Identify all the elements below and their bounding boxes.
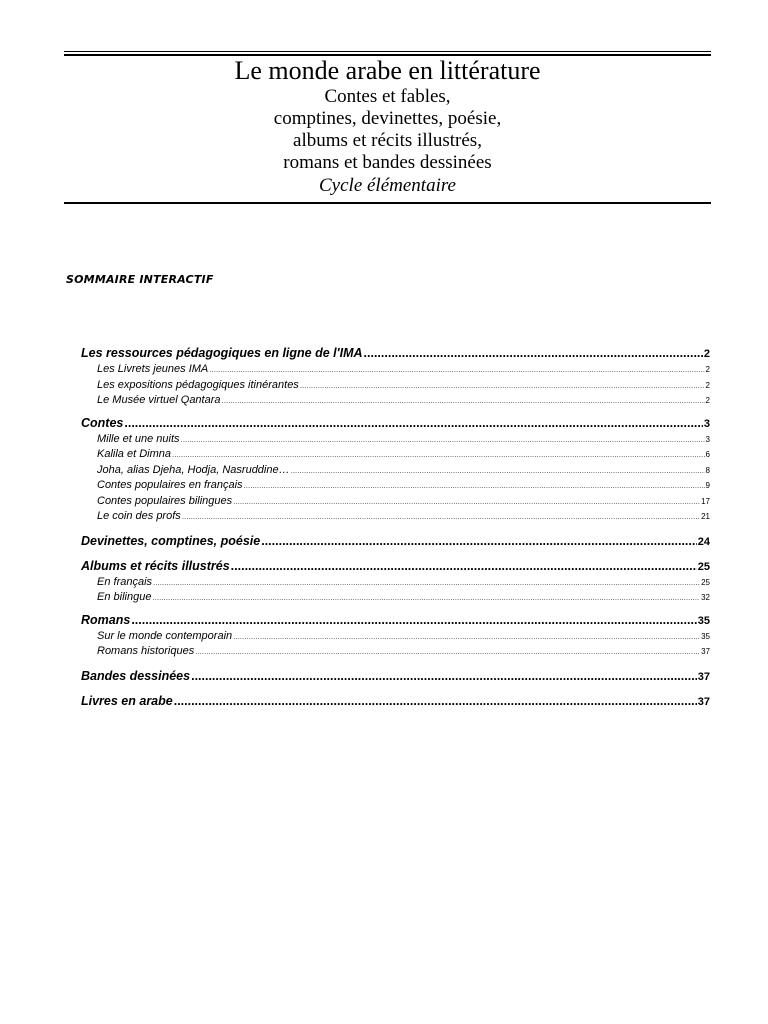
toc-leader (182, 509, 700, 525)
toc-page: 35 (701, 631, 710, 641)
toc-entry-kalila[interactable] (81, 447, 710, 463)
toc-entry-albums-bilingue[interactable] (81, 590, 710, 606)
document-header (64, 56, 711, 198)
toc-entry-musee[interactable] (81, 393, 710, 409)
toc-page: 17 (701, 496, 710, 506)
toc-entry-ressources[interactable] (81, 345, 710, 362)
toc-entry-albums[interactable] (81, 558, 710, 575)
toc-label: Le Musée virtuel Qantara (97, 394, 221, 406)
toc-leader (152, 590, 700, 606)
toc-label: Les Livrets jeunes IMA (97, 363, 209, 375)
toc-label: Contes populaires bilingues (97, 494, 233, 507)
toc-entry-livrets[interactable] (81, 362, 710, 378)
toc-label: Sur le monde contemporain (97, 629, 233, 642)
toc-page: 2 (705, 365, 710, 374)
toc-leader (233, 629, 700, 645)
toc-page: 2 (705, 380, 710, 390)
toc-leader (209, 362, 704, 378)
toc-leader (195, 644, 700, 660)
toc-leader (153, 575, 700, 591)
toc-entry-joha[interactable] (81, 463, 710, 479)
toc-leader (181, 432, 705, 448)
subtitle-line-3: albums et récits illustrés, (293, 130, 482, 151)
toc-label: Joha, alias Djeha, Hodja, Nasruddine… (97, 463, 290, 476)
toc-entry-contes[interactable] (81, 415, 710, 432)
toc-entry-romans-historiques[interactable] (81, 644, 710, 660)
toc-entry-mille-nuits[interactable] (81, 432, 710, 448)
toc-leader (124, 415, 703, 432)
toc-label: Romans (81, 612, 131, 627)
toc-label: Livres en arabe (81, 693, 173, 708)
toc-page: 21 (701, 512, 710, 521)
toc-label: Devinettes, comptines, poésie (81, 533, 261, 548)
header-rule-top (64, 51, 711, 52)
toc-page: 37 (697, 695, 710, 708)
subtitle-line-2: comptines, devinettes, poésie, (273, 108, 502, 129)
toc-page: 37 (701, 647, 710, 656)
toc-page: 25 (697, 560, 710, 573)
toc-page: 3 (703, 417, 710, 430)
toc-leader (364, 345, 703, 362)
header-rule-bottom (64, 202, 711, 204)
toc-page: 35 (697, 614, 710, 627)
toc-page: 9 (705, 481, 710, 490)
toc-entry-monde-contemporain[interactable] (81, 629, 710, 645)
subtitle-line-1: Contes et fables, (324, 86, 451, 107)
toc-entry-contes-francais[interactable] (81, 478, 710, 494)
toc-entry-bandes-dessinees[interactable] (81, 668, 710, 685)
toc-leader (172, 447, 705, 463)
toc-entry-contes-bilingues[interactable] (81, 494, 710, 510)
toc-leader (244, 478, 705, 494)
toc-label: Mille et une nuits (97, 432, 180, 445)
toc-entry-devinettes[interactable] (81, 533, 710, 550)
toc-page: 32 (701, 593, 710, 602)
toc-leader (191, 668, 697, 685)
table-of-contents (81, 345, 710, 710)
toc-label: Contes populaires en français (97, 479, 243, 491)
toc-entry-expositions[interactable] (81, 378, 710, 394)
toc-leader (291, 463, 705, 479)
toc-leader (261, 533, 697, 550)
toc-label: Bandes dessinées (81, 668, 191, 683)
toc-label: Les expositions pédagogiques itinérantes (97, 378, 299, 391)
toc-leader (233, 494, 700, 510)
document-title: Le monde arabe en littérature (234, 56, 541, 85)
cycle-label: Cycle élémentaire (319, 175, 456, 196)
toc-entry-livres-arabe[interactable] (81, 693, 710, 710)
toc-leader (231, 558, 697, 575)
toc-label: Le coin des profs (97, 510, 181, 522)
toc-label: Les ressources pédagogiques en ligne de l'IMA (81, 346, 363, 360)
toc-leader (131, 612, 696, 629)
toc-label: En français (97, 575, 153, 588)
toc-label: En bilingue (97, 591, 152, 603)
toc-leader (222, 393, 705, 409)
subtitle-line-4: romans et bandes dessinées (283, 152, 492, 173)
toc-page: 3 (705, 434, 710, 444)
toc-page: 25 (701, 577, 710, 587)
toc-page: 24 (697, 535, 710, 548)
toc-entry-albums-francais[interactable] (81, 575, 710, 591)
toc-page: 37 (697, 670, 710, 683)
toc-label: Kalila et Dimna (97, 448, 171, 460)
toc-label: Contes (81, 415, 124, 430)
toc-page: 2 (703, 348, 710, 360)
toc-leader (174, 693, 697, 710)
toc-entry-coin-profs[interactable] (81, 509, 710, 525)
toc-leader (300, 378, 705, 394)
toc-label: Romans historiques (97, 645, 195, 657)
toc-page: 6 (705, 450, 710, 459)
toc-label: Albums et récits illustrés (81, 558, 230, 573)
toc-entry-romans[interactable] (81, 612, 710, 629)
sommaire-heading: SOMMAIRE INTERACTIF (66, 273, 214, 286)
toc-page: 8 (705, 465, 710, 475)
toc-page: 2 (705, 396, 710, 405)
